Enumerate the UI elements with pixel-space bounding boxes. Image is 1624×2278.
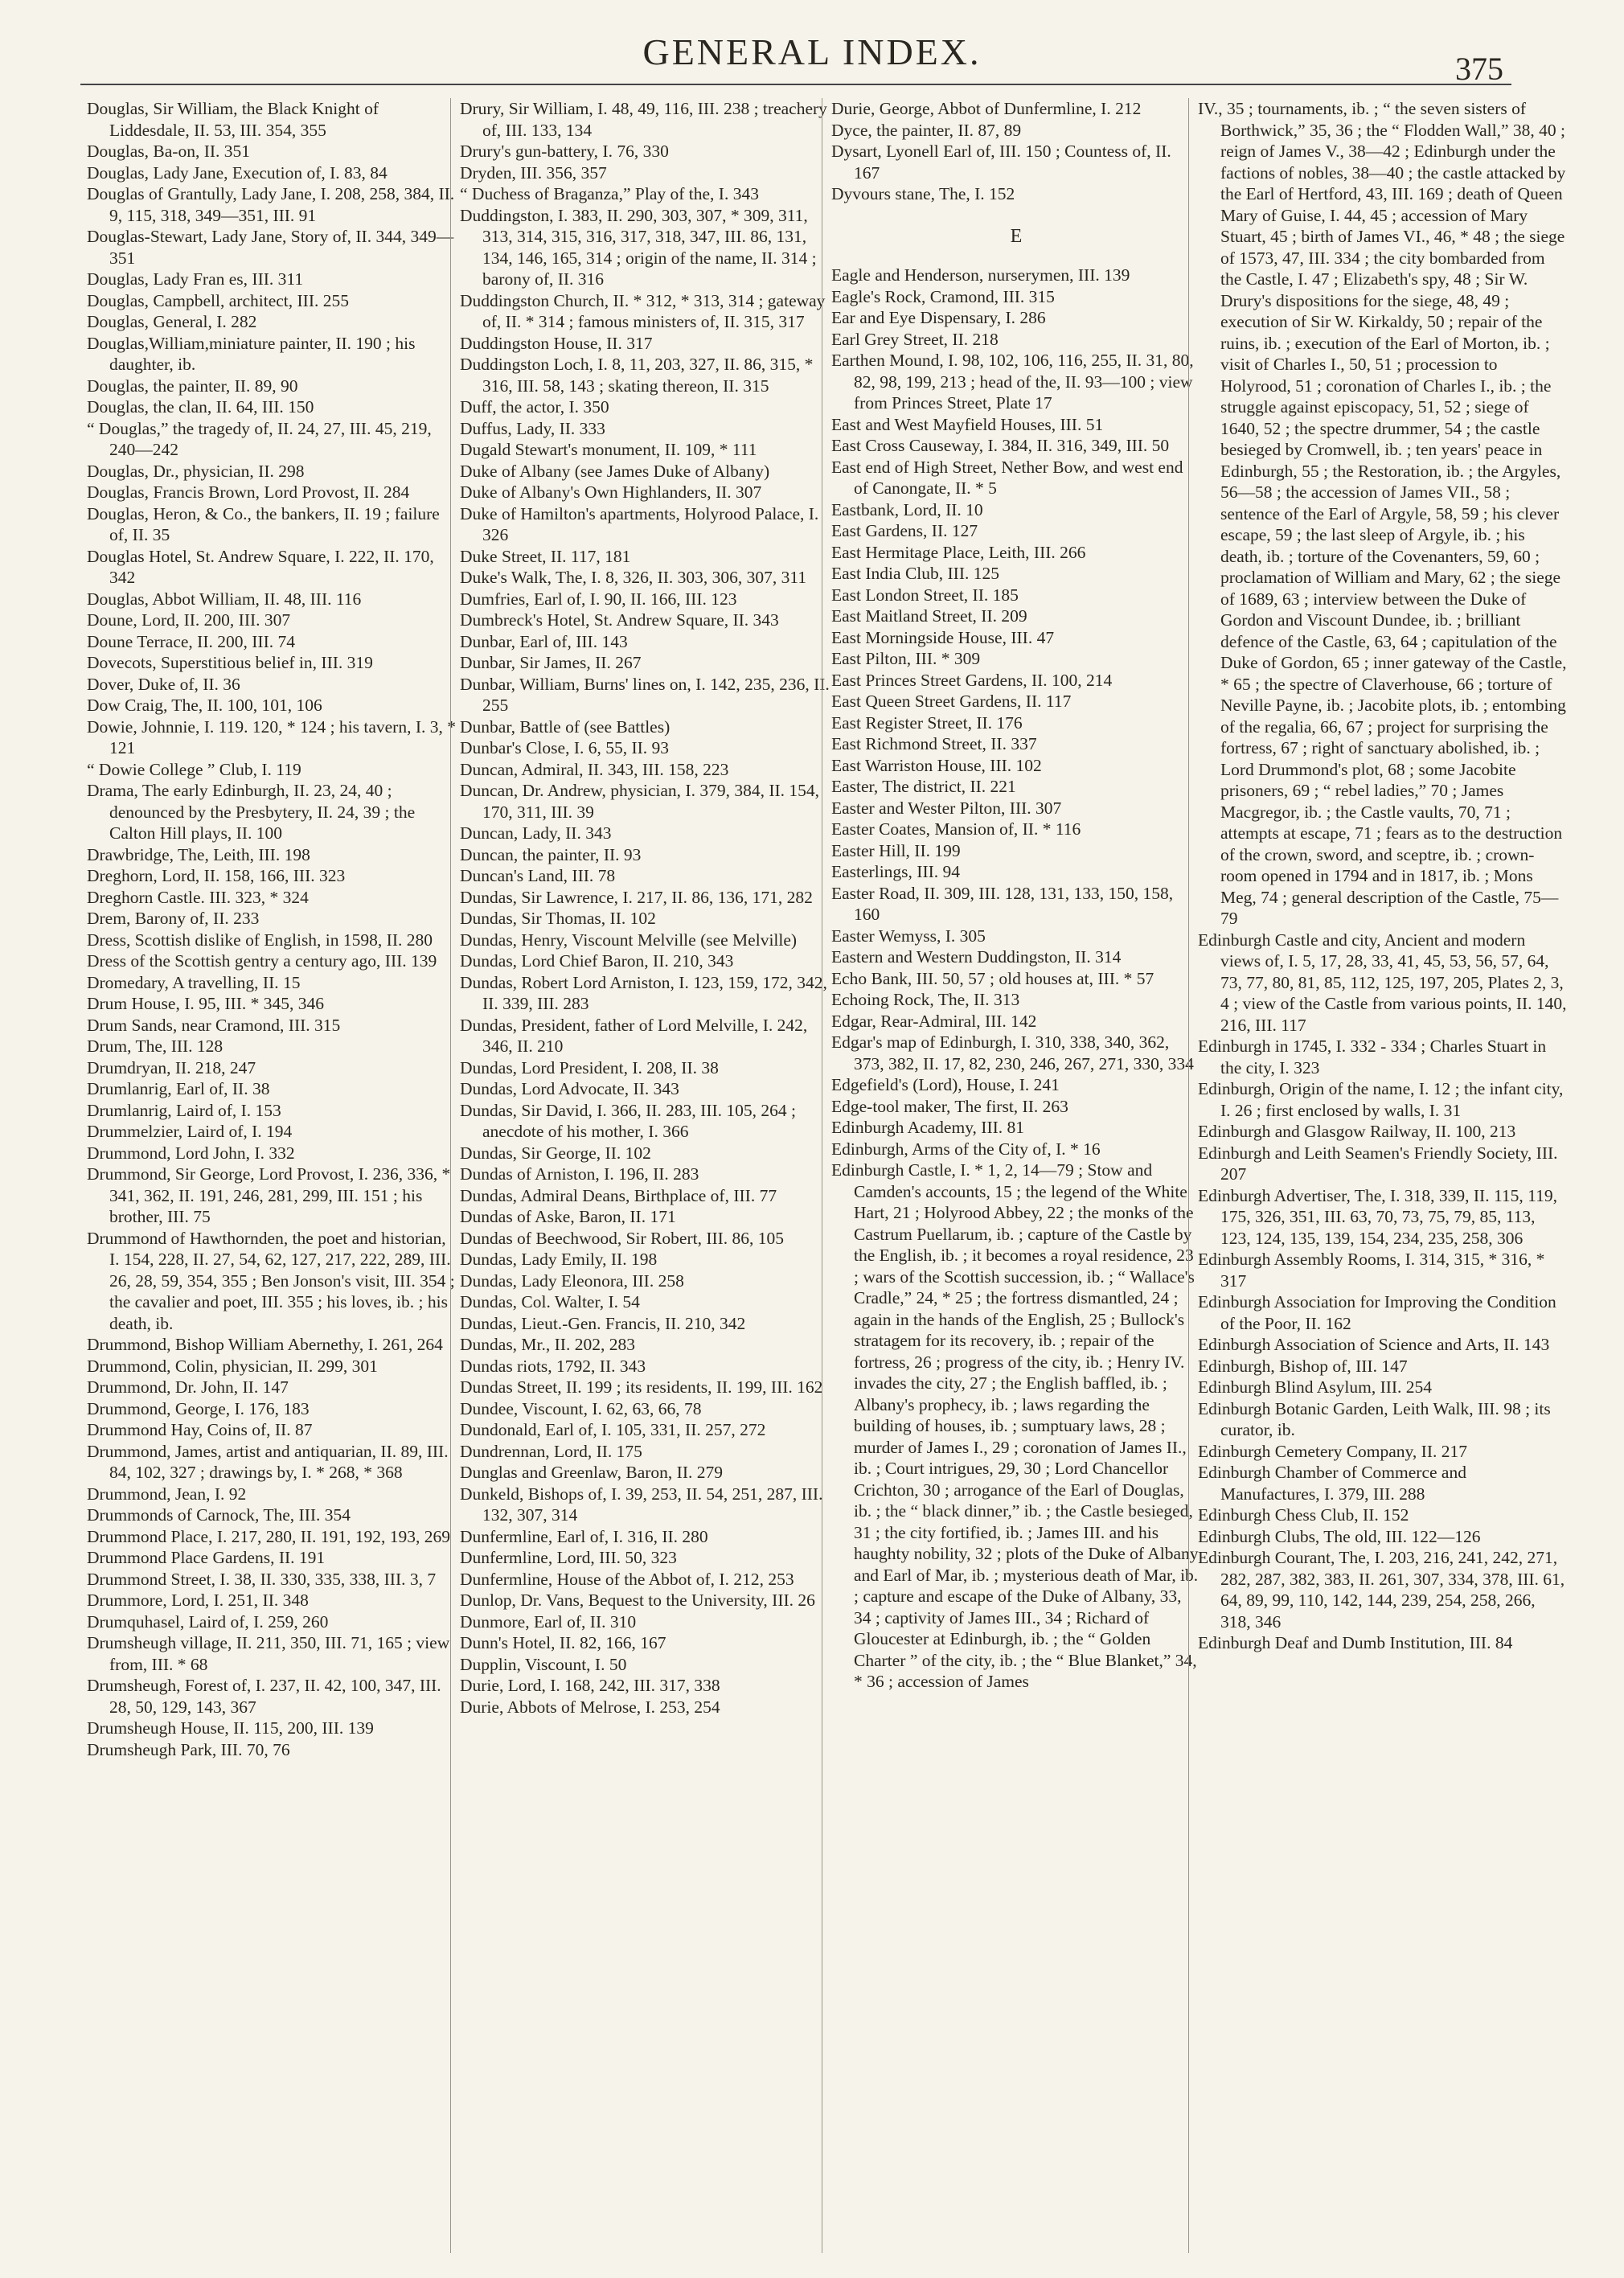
index-entry: Drummond Street, I. 38, II. 330, 335, 338, III. 3, 7 <box>87 1569 437 1589</box>
index-entry: East Cross Causeway, I. 384, II. 316, 349, III. 50 <box>831 436 1170 455</box>
index-entry: Drem, Barony of, II. 233 <box>87 909 260 928</box>
index-entry: Drum, The, III. 128 <box>87 1036 224 1056</box>
index-entry: Drummond, Sir George, Lord Provost, I. 236, 336, * 341, 362, II. 191, 246, 281, 299, III. 151 ; his brother, III. 75 <box>87 1164 451 1226</box>
index-entry: Drum House, I. 95, III. * 345, 346 <box>87 994 324 1013</box>
index-entry: IV., 35 ; tournaments, ib. ; “ the seven sisters of Borthwick,” 35, 36 ; the “ Flodden Wall,” 38, 40 ; reign of James V., 38—42 ; Edinburgh under the factions of nobles, 38—40 ; the castle attacked by the Earl of Hertford, 43, III. 169 ; death of Queen Mary of Guise, I. 44, 45 ; accession of Mary Stuart, 45 ; birth of James VI., 46, * 48 ; the siege of 1573, 47, III. 334 ; the city bombarded from the Castle, I. 47 ; Elizabeth's spy, 48 ; Sir W. Drury's dispositions for the siege, 48, 49 ; execution of Sir W. Kirkaldy, 50 ; repair of the ruins, ib. ; execution of the Earl of Morton, ib. ; visit of Charles I., 50, 51 ; procession to Holyrood, 51 ; coronation of Charles I., ib. ; the struggle against episcopacy, 51, 52 ; siege of 1640, 52 ; the spectre drummer, 54 ; the castle besieged by Cromwell, ib. ; ten years' peace in Edinburgh, 55 ; the Restoration, ib. ; the Argyles, 56—58 ; the accession of James VII., 58 ; sentence of the Earl of Argyle, 58, 59 ; his clever escape, 59 ; the last sleep of Argyle, ib. ; his death, ib. ; torture of the Covenanters, 59, 60 ; proclamation of William and Mary, 62 ; the siege of 1689, 63 ; interview between the Duke of Gordon and Viscount Dundee, ib. ; brilliant defence of the Castle, 63, 64 ; capitulation of the Duke of Gordon, 65 ; inner gateway of the Castle, * 65 ; the spectre of Claverhouse, 66 ; torture of Neville Payne, ib. ; Jacobite plots, ib. ; entombing of the regalia, 66, 67 ; project for surprising the fortress, 67 ; right of sanctuary abolished, ib. ; Lord Drummond's plot, 68 ; some Jacobite prisoners, 69 ; “ rebel ladies,” 70 ; James Macgregor, ib. ; the Castle vaults, 70, 71 ; attempts at escape, 71 ; fears as to the destruction of the crown, sword, and sceptre, ib. ; crown-room opened in 1794 and in 1817, ib. ; Mons Meg, 74 ; general description of the Castle, 75—79 <box>1198 99 1567 928</box>
index-entry: Earl Grey Street, II. 218 <box>831 329 999 349</box>
index-entry: Eagle's Rock, Cramond, III. 315 <box>831 286 1055 306</box>
index-column-2 <box>460 98 830 1718</box>
index-entry: Edinburgh in 1745, I. 332 - 334 ; Charles Stuart in the city, I. 323 <box>1198 1036 1547 1077</box>
index-entry: Dundas, Sir Lawrence, I. 217, II. 86, 136, 171, 282 <box>460 887 813 907</box>
index-entry: Douglas, the clan, II. 64, III. 150 <box>87 397 314 417</box>
index-entry: Edinburgh Academy, III. 81 <box>831 1118 1025 1137</box>
index-entry: Duncan, the painter, II. 93 <box>460 844 642 864</box>
index-entry: Douglas, Dr., physician, II. 298 <box>87 461 305 481</box>
index-entry: Duffus, Lady, II. 333 <box>460 418 605 438</box>
index-entry: Dundas, Lady Emily, II. 198 <box>460 1250 658 1269</box>
index-entry: Dundas, Mr., II. 202, 283 <box>460 1335 635 1354</box>
index-entry: Drummelzier, Laird of, I. 194 <box>87 1122 293 1141</box>
index-entry: Eastbank, Lord, II. 10 <box>831 499 983 519</box>
index-entry: Douglas, Heron, & Co., the bankers, II. 19 ; failure of, II. 35 <box>87 503 440 544</box>
index-entry: Duncan's Land, III. 78 <box>460 866 616 885</box>
index-entry: Eagle and Henderson, nurserymen, III. 139 <box>831 265 1130 285</box>
index-entry: Dundas, Lord President, I. 208, II. 38 <box>460 1057 719 1077</box>
index-entry: Easter, The district, II. 221 <box>831 777 1016 796</box>
index-entry: Drummond Place, I. 217, 280, II. 191, 192, 193, 269 <box>87 1526 451 1546</box>
index-entry: Duncan, Dr. Andrew, physician, I. 379, 384, II. 154, 170, 311, III. 39 <box>460 781 820 822</box>
index-entry: Drum Sands, near Cramond, III. 315 <box>87 1015 341 1035</box>
index-entry: Dunfermline, Earl of, I. 316, II. 280 <box>460 1526 708 1546</box>
index-entry: Eastern and Western Duddingston, II. 314 <box>831 947 1122 967</box>
index-entry: Edinburgh Association for Improving the Condition of the Poor, II. 162 <box>1198 1292 1556 1333</box>
index-entry: Dundas, Col. Walter, I. 54 <box>460 1292 640 1311</box>
index-entry: Dunbar, Sir James, II. 267 <box>460 653 642 672</box>
index-entry: Dryden, III. 356, 357 <box>460 162 607 183</box>
index-entry: Drury, Sir William, I. 48, 49, 116, III. 238 ; treachery of, III. 133, 134 <box>460 99 827 140</box>
index-entry: Drummond, James, artist and antiquarian, II. 89, III. 84, 102, 327 ; drawings by, I. * 268, * 368 <box>87 1441 449 1482</box>
index-entry: Drummonds of Carnock, The, III. 354 <box>87 1505 351 1525</box>
index-entry: Dunlop, Dr. Vans, Bequest to the University, III. 26 <box>460 1590 815 1610</box>
index-entry: Drummond, Colin, physician, II. 299, 301 <box>87 1356 378 1376</box>
index-entry: East Hermitage Place, Leith, III. 266 <box>831 542 1086 562</box>
index-entry: Edinburgh and Glasgow Railway, II. 100, 213 <box>1198 1122 1516 1141</box>
index-entry: “ Duchess of Braganza,” Play of the, I. 343 <box>460 184 759 203</box>
index-entry: Duke of Hamilton's apartments, Holyrood Palace, I. 326 <box>460 503 819 544</box>
index-entry: Easter Coates, Mansion of, II. * 116 <box>831 819 1081 839</box>
index-entry: Dunbar, William, Burns' lines on, I. 142, 235, 236, II. 255 <box>460 674 830 715</box>
index-entry: Edinburgh Cemetery Company, II. 217 <box>1198 1441 1467 1461</box>
index-entry: Dunbar, Earl of, III. 143 <box>460 631 628 651</box>
index-entry: East Maitland Street, II. 209 <box>831 606 1027 626</box>
page-number: 375 <box>1455 51 1503 87</box>
index-entry: East Richmond Street, II. 337 <box>831 734 1037 753</box>
index-entry: Dow Craig, The, II. 100, 101, 106 <box>87 696 322 715</box>
index-entry: Edgar, Rear-Admiral, III. 142 <box>831 1011 1037 1031</box>
index-entry: Duff, the actor, I. 350 <box>460 397 609 417</box>
index-entry: Dyce, the painter, II. 87, 89 <box>831 120 1022 140</box>
running-title: GENERAL INDEX. <box>642 31 982 72</box>
index-entry: Dunfermline, Lord, III. 50, 323 <box>460 1548 677 1567</box>
index-entry: “ Dowie College ” Club, I. 119 <box>87 759 301 779</box>
index-entry: Edinburgh Chamber of Commerce and Manufactures, I. 379, III. 288 <box>1198 1463 1466 1504</box>
index-entry: East Pilton, III. * 309 <box>831 649 981 668</box>
index-entry: Dreghorn, Lord, II. 158, 166, III. 323 <box>87 866 346 885</box>
index-entry: Dumbreck's Hotel, St. Andrew Square, II. 343 <box>460 610 779 630</box>
index-entry: Duddingston Church, II. * 312, * 313, 314 ; gateway of, II. * 314 ; famous ministers of, II. 315, 317 <box>460 290 826 331</box>
index-entry: Douglas, the painter, II. 89, 90 <box>87 376 298 396</box>
index-entry: Ear and Eye Dispensary, I. 286 <box>831 308 1046 327</box>
index-entry: Douglas, Campbell, architect, III. 255 <box>87 290 349 310</box>
index-entry: Easter Road, II. 309, III. 128, 131, 133, 150, 158, 160 <box>831 883 1174 924</box>
index-column-4 <box>1198 98 1568 1654</box>
index-entry: Echo Bank, III. 50, 57 ; old houses at, III. * 57 <box>831 968 1154 988</box>
index-entry: East and West Mayfield Houses, III. 51 <box>831 414 1104 434</box>
index-entry: Edinburgh Castle, I. * 1, 2, 14—79 ; Stow and Camden's accounts, 15 ; the legend of the White Hart, 21 ; Holyrood Abbey, 22 ; the monks of the Castrum Puellarum, ib. ; capture of the Castle by the English, ib. ; it becomes a royal residence, 23 ; wars of the Scottish succession, ib. ; “ Wallace's Cradle,” 24, * 25 ; the fortress dismantled, 24 ; again in the hands of the English, 25 ; Bullock's stratagem for its recovery, ib. ; repair of the fortress, 26 ; progress of the city, ib. ; Henry IV. invades the city, 27 ; the English baffled, ib. ; Albany's prophecy, ib. ; laws regarding the building of houses, ib. ; sumptuary laws, 28 ; murder of James I., 29 ; coronation of James II., ib. ; Court intrigues, 29, 30 ; Lord Chancellor Crichton, 30 ; arrogance of the Earl of Douglas, ib. ; the “ black dinner,” ib. ; the Castle besieged, 31 ; the city fortified, ib. ; James III. and his haughty nobility, 32 ; plots of the Duke of Albany and Earl of Mar, ib. ; mysterious death of Mar, ib. ; capture and escape of the Duke of Albany, 33, 34 ; captivity of James III., 34 ; Richard of Gloucester at Edinburgh, ib. ; the “ Golden Charter ” of the city, ib. ; the “ Blue Blanket,” 34, * 36 ; accession of James <box>831 1160 1199 1691</box>
index-entry: Edinburgh Assembly Rooms, I. 314, 315, * 316, * 317 <box>1198 1250 1545 1291</box>
index-entry: Edinburgh, Origin of the name, I. 12 ; the infant city, I. 26 ; first enclosed by walls, I. 31 <box>1198 1079 1564 1120</box>
index-entry: Douglas-Stewart, Lady Jane, Story of, II. 344, 349—351 <box>87 227 454 268</box>
index-entry: Duddingston, I. 383, II. 290, 303, 307, * 309, 311, 313, 314, 315, 316, 317, 318, 347, III. 86, 131, 134, 146, 165, 314 ; origin of the name, II. 314 ; barony of, II. 316 <box>460 205 817 289</box>
index-entry: Douglas, General, I. 282 <box>87 312 257 331</box>
index-entry: Douglas, Ba-on, II. 351 <box>87 142 251 161</box>
index-entry: Doune, Lord, II. 200, III. 307 <box>87 610 291 630</box>
index-entry: East Morningside House, III. 47 <box>831 627 1055 647</box>
index-entry: Easter Wemyss, I. 305 <box>831 926 986 946</box>
index-entry: Drummond, Lord John, I. 332 <box>87 1143 295 1163</box>
index-entry: Douglas, Lady Jane, Execution of, I. 83, 84 <box>87 162 388 183</box>
index-entry: Dunbar, Battle of (see Battles) <box>460 716 671 737</box>
index-entry: Edinburgh, Arms of the City of, I. * 16 <box>831 1139 1101 1159</box>
index-column-3 <box>831 98 1201 1693</box>
index-entry: Drumsheugh House, II. 115, 200, III. 139 <box>87 1718 374 1738</box>
index-entry: Edinburgh Clubs, The old, III. 122—126 <box>1198 1526 1481 1546</box>
index-entry: Duke Street, II. 117, 181 <box>460 546 631 566</box>
index-entry: Dundas of Beechwood, Sir Robert, III. 86, 105 <box>460 1228 785 1248</box>
index-entry: Douglas,William,miniature painter, II. 190 ; his daughter, ib. <box>87 333 416 374</box>
column-divider <box>1188 98 1189 2253</box>
index-entry: Duke's Walk, The, I. 8, 326, II. 303, 306, 307, 311 <box>460 568 807 587</box>
index-entry: Drummore, Lord, I. 251, II. 348 <box>87 1590 309 1610</box>
index-entry: Dundrennan, Lord, II. 175 <box>460 1441 642 1461</box>
index-entry: Dress of the Scottish gentry a century ago, III. 139 <box>87 951 437 971</box>
index-entry: Edinburgh Botanic Garden, Leith Walk, III. 98 ; its curator, ib. <box>1198 1398 1551 1439</box>
index-entry: Duke of Albany's Own Highlanders, II. 307 <box>460 482 762 502</box>
index-entry: Edinburgh Blind Asylum, III. 254 <box>1198 1377 1433 1397</box>
index-entry: Easter Hill, II. 199 <box>831 840 961 860</box>
index-entry: Dunfermline, House of the Abbot of, I. 212, 253 <box>460 1569 794 1589</box>
index-entry: Drumsheugh Park, III. 70, 76 <box>87 1739 290 1759</box>
index-entry: Dundas, Henry, Viscount Melville (see Melville) <box>460 930 798 950</box>
index-entry: Echoing Rock, The, II. 313 <box>831 990 1020 1009</box>
index-entry: Douglas, Abbot William, II. 48, III. 116 <box>87 589 362 609</box>
index-entry: Edinburgh Advertiser, The, I. 318, 339, II. 115, 119, 175, 326, 351, III. 63, 70, 73, 75, 79, 85, 113, 123, 124, 135, 139, 154, 234, 235, 258, 306 <box>1198 1185 1557 1248</box>
index-entry: East Gardens, II. 127 <box>831 521 978 540</box>
index-entry: Dundas, Sir Thomas, II. 102 <box>460 909 656 928</box>
index-entry: Drumquhasel, Laird of, I. 259, 260 <box>87 1611 329 1632</box>
index-entry: East India Club, III. 125 <box>831 564 999 583</box>
index-entry: Drummond, George, I. 176, 183 <box>87 1398 310 1418</box>
index-entry: Durie, George, Abbot of Dunfermline, I. 212 <box>831 99 1142 118</box>
index-entry: Dreghorn Castle. III. 323, * 324 <box>87 887 309 907</box>
index-entry: Dundee, Viscount, I. 62, 63, 66, 78 <box>460 1398 702 1418</box>
index-entry: Durie, Lord, I. 168, 242, III. 317, 338 <box>460 1676 720 1695</box>
index-entry: Drawbridge, The, Leith, III. 198 <box>87 844 310 864</box>
index-entry: Dundas, Lord Advocate, II. 343 <box>460 1079 679 1098</box>
index-entry: Drumsheugh village, II. 211, 350, III. 71, 165 ; view from, III. * 68 <box>87 1633 450 1674</box>
index-entry: Dundas of Arniston, I. 196, II. 283 <box>460 1164 699 1184</box>
index-entry: Dunbar's Close, I. 6, 55, II. 93 <box>460 738 670 757</box>
index-entry: Edgar's map of Edinburgh, I. 310, 338, 340, 362, 373, 382, II. 17, 82, 230, 246, 267, 271, 330, 334 <box>831 1032 1194 1073</box>
index-entry: Dumfries, Earl of, I. 90, II. 166, III. 123 <box>460 589 737 609</box>
index-entry: Douglas Hotel, St. Andrew Square, I. 222, II. 170, 342 <box>87 546 434 587</box>
index-entry: Edinburgh and Leith Seamen's Friendly Society, III. 207 <box>1198 1143 1558 1184</box>
index-entry: East Warriston House, III. 102 <box>831 755 1042 775</box>
index-entry: East Princes Street Gardens, II. 100, 214 <box>831 670 1113 690</box>
index-entry: Drummond, Dr. John, II. 147 <box>87 1377 289 1397</box>
index-entry: Douglas, Francis Brown, Lord Provost, II. 284 <box>87 482 410 502</box>
index-entry: Dunn's Hotel, II. 82, 166, 167 <box>460 1633 666 1652</box>
index-entry: Earthen Mound, I. 98, 102, 106, 116, 255, II. 31, 80, 82, 98, 199, 213 ; head of the, II. 93—100 ; view from Princes Street, Plate 17 <box>831 351 1194 413</box>
index-entry: Edinburgh Association of Science and Arts, II. 143 <box>1198 1335 1550 1354</box>
index-entry: Easter and Wester Pilton, III. 307 <box>831 798 1062 818</box>
index-entry: Duncan, Admiral, II. 343, III. 158, 223 <box>460 759 729 779</box>
index-entry: Dugald Stewart's monument, II. 109, * 111 <box>460 440 757 459</box>
section-letter: E <box>1010 225 1023 247</box>
index-entry: Drumsheugh, Forest of, I. 237, II. 42, 100, 347, III. 28, 50, 129, 143, 367 <box>87 1676 441 1717</box>
index-entry: Drumdryan, II. 218, 247 <box>87 1057 256 1077</box>
index-entry: Dunglas and Greenlaw, Baron, II. 279 <box>460 1463 723 1482</box>
index-entry: Dover, Duke of, II. 36 <box>87 674 240 694</box>
index-entry: East Register Street, II. 176 <box>831 712 1023 733</box>
index-entry: Dundas riots, 1792, II. 343 <box>460 1356 646 1376</box>
index-entry: East Queen Street Gardens, II. 117 <box>831 692 1072 711</box>
index-entry: East London Street, II. 185 <box>831 585 1019 605</box>
index-entry: Edinburgh Deaf and Dumb Institution, III. 84 <box>1198 1633 1513 1652</box>
index-entry: Drumlanrig, Earl of, II. 38 <box>87 1079 270 1098</box>
index-entry: Dundas, Lady Eleonora, III. 258 <box>460 1270 684 1291</box>
index-entry: Drumlanrig, Laird of, I. 153 <box>87 1100 281 1120</box>
index-entry: Drummond, Bishop William Abernethy, I. 261, 264 <box>87 1335 443 1354</box>
index-entry: Easterlings, III. 94 <box>831 862 961 881</box>
index-entry: Dundas, Lieut.-Gen. Francis, II. 210, 342 <box>460 1313 746 1333</box>
index-entry: Drummond, Jean, I. 92 <box>87 1484 247 1504</box>
index-entry: Drummond Hay, Coins of, II. 87 <box>87 1420 313 1439</box>
index-entry: Duddingston House, II. 317 <box>460 333 653 353</box>
index-entry: Dowie, Johnnie, I. 119. 120, * 124 ; his tavern, I. 3, * 121 <box>87 716 457 757</box>
index-entry: Edgefield's (Lord), House, I. 241 <box>831 1075 1060 1094</box>
column-divider <box>450 98 451 2253</box>
index-entry: Dress, Scottish dislike of English, in 1598, II. 280 <box>87 930 433 950</box>
index-entry: Dunkeld, Bishops of, I. 39, 253, II. 54, 251, 287, III. 132, 307, 314 <box>460 1484 823 1525</box>
index-entry: Edinburgh Courant, The, I. 203, 216, 241, 242, 271, 282, 287, 382, 383, II. 261, 307, 334, 378, III. 61, 64, 89, 99, 110, 142, 144, 239, 254, 258, 266, 318, 346 <box>1198 1548 1565 1632</box>
index-entry: Dundas, Admiral Deans, Birthplace of, III. 77 <box>460 1185 777 1205</box>
index-entry: Dundas of Aske, Baron, II. 171 <box>460 1207 676 1226</box>
index-entry: Duncan, Lady, II. 343 <box>460 823 612 843</box>
index-entry: Duddingston Loch, I. 8, 11, 203, 327, II. 86, 315, * 316, III. 58, 143 ; skating thereon, II. 315 <box>460 355 814 396</box>
index-entry: Edge-tool maker, The first, II. 263 <box>831 1096 1068 1116</box>
index-entry: Doune Terrace, II. 200, III. 74 <box>87 631 295 651</box>
index-column-1 <box>87 98 457 1760</box>
index-entry: Dundas, Lord Chief Baron, II. 210, 343 <box>460 951 734 971</box>
index-entry: Drummond Place Gardens, II. 191 <box>87 1548 326 1567</box>
header-rule <box>80 84 1511 85</box>
index-entry: Edinburgh Castle and city, Ancient and modern views of, I. 5, 17, 28, 33, 41, 45, 53, 56, 57, 64, 73, 77, 80, 81, 85, 112, 125, 197, 205, Plates 2, 3, 4 ; view of the Castle from various points, II. 140, 216, III. 117 <box>1198 930 1567 1035</box>
index-entry: Dundas Street, II. 199 ; its residents, II. 199, III. 162 <box>460 1377 823 1397</box>
index-entry: Drummond of Hawthornden, the poet and historian, I. 154, 228, II. 27, 54, 62, 127, 217, 222, 289, III. 26, 28, 59, 354, 355 ; Ben Jonson's visit, III. 354 ; the cavalier and poet, III. 355 ; his loves, ib. ; his death, ib. <box>87 1228 455 1333</box>
index-entry: Douglas of Grantully, Lady Jane, I. 208, 258, 384, II. 9, 115, 318, 349—351, III. 91 <box>87 184 455 225</box>
index-entry: Edinburgh Chess Club, II. 152 <box>1198 1505 1409 1525</box>
index-entry: Dunmore, Earl of, II. 310 <box>460 1611 637 1632</box>
index-entry: Dundas, Robert Lord Arniston, I. 123, 159, 172, 342, II. 339, III. 283 <box>460 972 827 1013</box>
index-entry: Drama, The early Edinburgh, II. 23, 24, 40 ; denounced by the Presbytery, II. 24, 39 ; the Calton Hill plays, II. 100 <box>87 781 416 843</box>
index-entry: Edinburgh, Bishop of, III. 147 <box>1198 1356 1408 1376</box>
index-entry: Drury's gun-battery, I. 76, 330 <box>460 142 669 161</box>
index-entry: East end of High Street, Nether Bow, and west end of Canongate, II. * 5 <box>831 457 1183 498</box>
index-entry: Douglas, Sir William, the Black Knight of Liddesdale, II. 53, III. 354, 355 <box>87 99 379 140</box>
index-entry: Dysart, Lyonell Earl of, III. 150 ; Countess of, II. 167 <box>831 142 1171 183</box>
index-entry: “ Douglas,” the tragedy of, II. 24, 27, III. 45, 219, 240—242 <box>87 418 432 459</box>
page-header <box>0 0 1624 88</box>
index-entry: Dundonald, Earl of, I. 105, 331, II. 257, 272 <box>460 1420 766 1439</box>
index-entry: Dundas, President, father of Lord Melville, I. 242, 346, II. 210 <box>460 1015 808 1056</box>
index-entry: Duke of Albany (see James Duke of Albany) <box>460 461 770 481</box>
index-entry: Durie, Abbots of Melrose, I. 253, 254 <box>460 1697 720 1717</box>
index-entry: Douglas, Lady Fran es, III. 311 <box>87 269 304 289</box>
index-entry: Dupplin, Viscount, I. 50 <box>460 1654 627 1674</box>
index-entry: Dyvours stane, The, I. 152 <box>831 184 1015 203</box>
index-entry: Dundas, Sir George, II. 102 <box>460 1143 651 1163</box>
index-entry: Dromedary, A travelling, II. 15 <box>87 972 301 992</box>
index-entry: Dovecots, Superstitious belief in, III. 319 <box>87 653 373 672</box>
index-entry: Dundas, Sir David, I. 366, II. 283, III. 105, 264 ; anecdote of his mother, I. 366 <box>460 1100 797 1141</box>
